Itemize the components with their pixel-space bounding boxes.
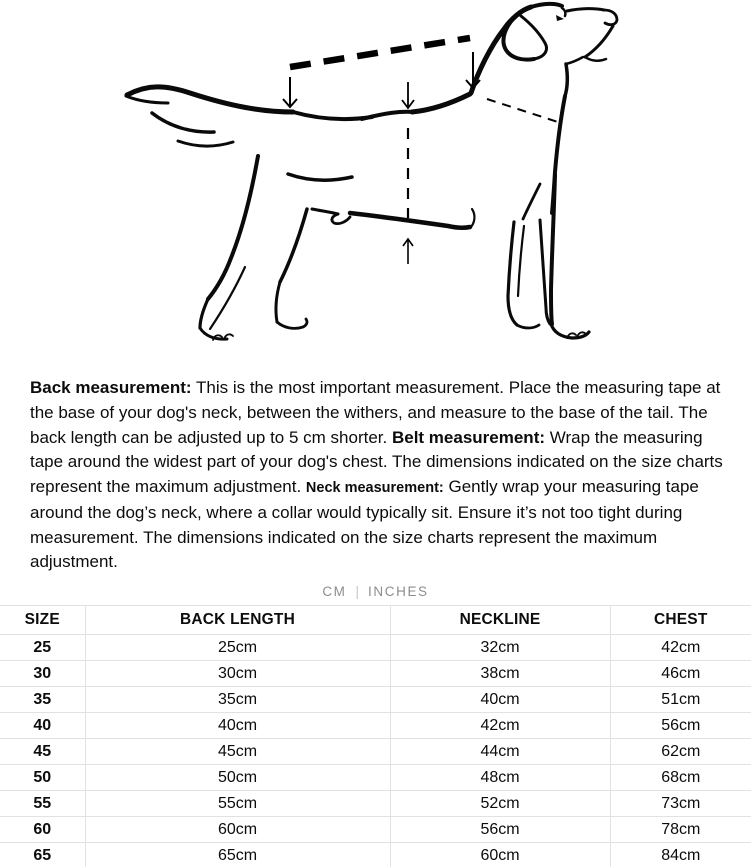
cell-size: 65 [0, 843, 85, 867]
unit-toggle-divider: | [355, 584, 360, 599]
cell-back-length: 45cm [85, 739, 390, 765]
cell-neckline: 52cm [390, 791, 610, 817]
back-measurement-text: This is the most important measurement. Place the measuring tape at the base of your dog's neck, between the withers, and measure to the base of the tail. The back length can be adjusted up to 5 cm shorter. [30, 378, 721, 447]
measurement-instructions [30, 376, 729, 575]
cell-neckline: 60cm [390, 843, 610, 867]
cell-neckline: 56cm [390, 817, 610, 843]
size-table-header-row [0, 606, 751, 635]
belt-measurement-label: Belt measurement: [391, 427, 546, 447]
cell-chest: 46cm [610, 661, 751, 687]
cell-back-length: 25cm [85, 635, 390, 661]
cell-chest: 84cm [610, 843, 751, 867]
cell-chest: 73cm [610, 791, 751, 817]
table-row [0, 635, 751, 661]
cell-size: 30 [0, 661, 85, 687]
column-header-size: SIZE [0, 606, 85, 635]
cell-back-length: 30cm [85, 661, 390, 687]
column-header-back-length: BACK LENGTH [85, 606, 390, 635]
cell-size: 40 [0, 713, 85, 739]
cell-size: 35 [0, 687, 85, 713]
belt-measurement-text: Wrap the measuring tape around the widest part of your dog's chest. The dimensions indicated on the size charts represent the maximum adjustment. [30, 427, 723, 496]
cell-neckline: 40cm [390, 687, 610, 713]
cell-neckline: 38cm [390, 661, 610, 687]
neck-measurement-label: Neck measurement: [305, 480, 444, 496]
size-table [0, 605, 751, 867]
back-measurement-label: Back measurement: [30, 378, 192, 397]
column-header-chest: CHEST [610, 606, 751, 635]
cell-chest: 56cm [610, 713, 751, 739]
unit-cm-button[interactable]: CM [322, 584, 347, 599]
cell-size: 25 [0, 635, 85, 661]
cell-back-length: 60cm [85, 817, 390, 843]
cell-back-length: 50cm [85, 765, 390, 791]
cell-chest: 78cm [610, 817, 751, 843]
table-row [0, 843, 751, 867]
table-row [0, 713, 751, 739]
table-row [0, 791, 751, 817]
cell-neckline: 32cm [390, 635, 610, 661]
cell-chest: 51cm [610, 687, 751, 713]
table-row [0, 687, 751, 713]
cell-chest: 68cm [610, 765, 751, 791]
cell-size: 55 [0, 791, 85, 817]
neck-dashed-line [487, 99, 561, 123]
cell-size: 50 [0, 765, 85, 791]
table-row [0, 765, 751, 791]
up-arrow-belly-icon [403, 239, 413, 264]
cell-size: 45 [0, 739, 85, 765]
cell-back-length: 40cm [85, 713, 390, 739]
cell-neckline: 42cm [390, 713, 610, 739]
column-header-neckline: NECKLINE [390, 606, 610, 635]
cell-back-length: 65cm [85, 843, 390, 867]
cell-chest: 62cm [610, 739, 751, 765]
cell-chest: 42cm [610, 635, 751, 661]
table-row [0, 661, 751, 687]
cell-neckline: 48cm [390, 765, 610, 791]
dog-measurement-illustration [0, 0, 751, 372]
down-arrow-tail-icon [283, 77, 297, 107]
table-row [0, 817, 751, 843]
cell-back-length: 35cm [85, 687, 390, 713]
unit-toggle [0, 584, 751, 599]
measurement-annotations [283, 38, 561, 264]
table-row [0, 739, 751, 765]
cell-back-length: 55cm [85, 791, 390, 817]
cell-size: 60 [0, 817, 85, 843]
unit-inches-button[interactable]: INCHES [368, 584, 429, 599]
down-arrow-mid-back-icon [402, 82, 414, 108]
cell-neckline: 44cm [390, 739, 610, 765]
neck-measurement-text: Gently wrap your measuring tape around the dog’s neck, where a collar would typically sit. Ensure it’s not too tight during measurement. The dimensions indicated on the size charts represent the maximum adjustment. [30, 477, 699, 572]
dog-eye [556, 15, 564, 21]
back-length-dashed-line [290, 38, 470, 67]
